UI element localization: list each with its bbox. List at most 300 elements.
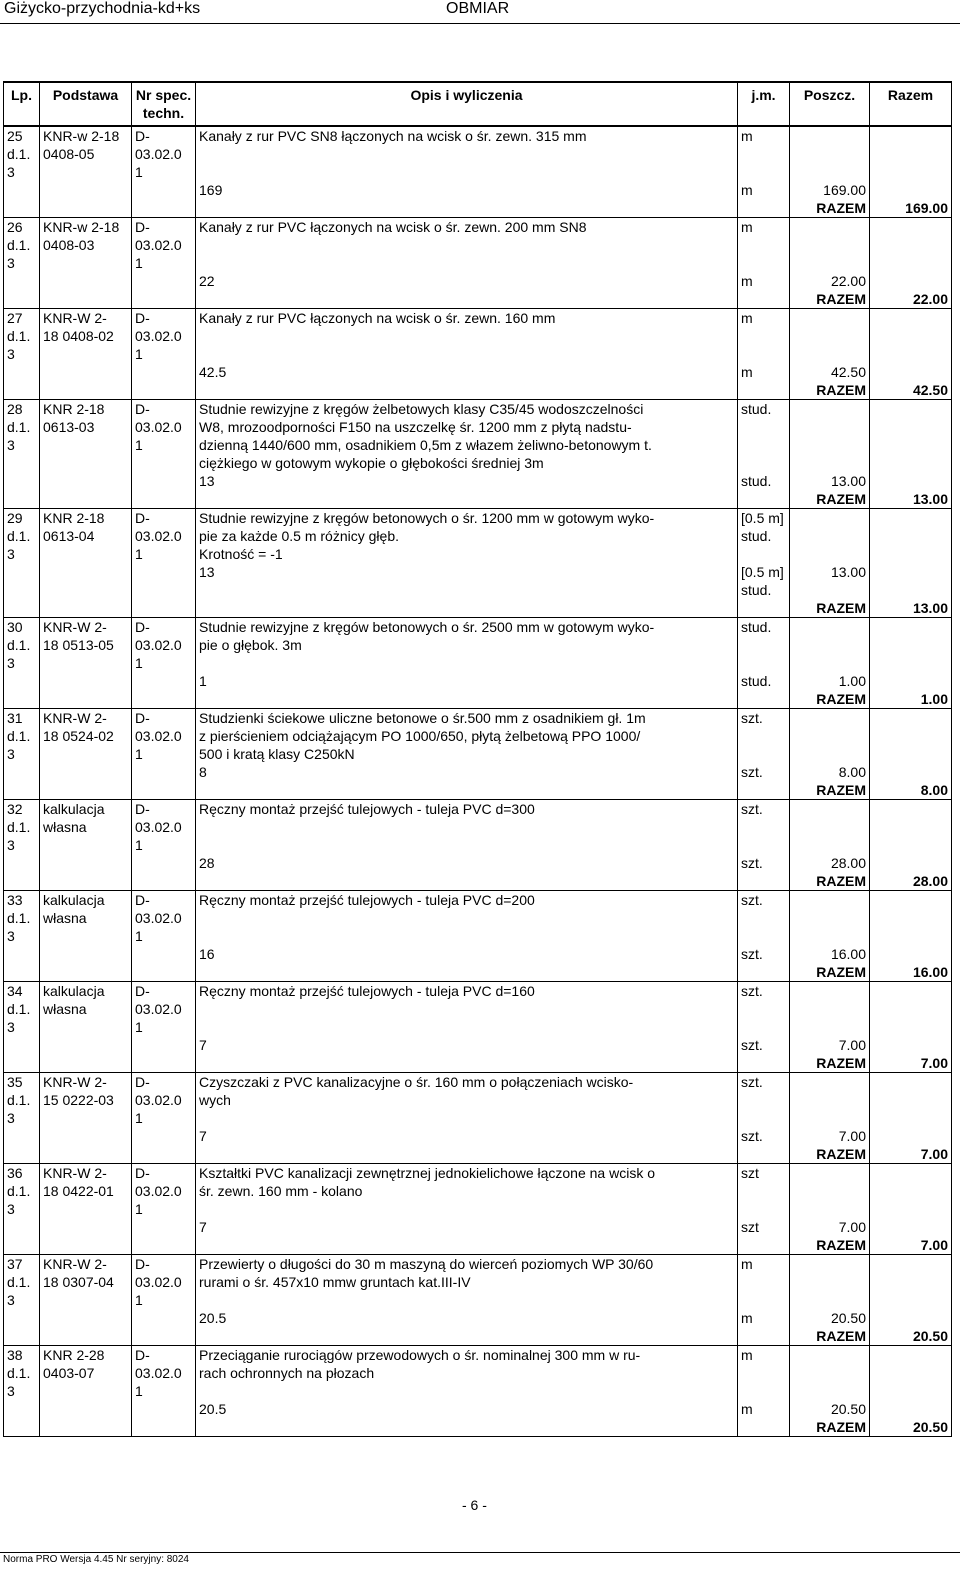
podstawa-line: 15 0222-03	[43, 1092, 114, 1108]
cell-nr-spec	[132, 1164, 196, 1255]
nr-spec-line: 1	[135, 1201, 143, 1217]
opis-line: Kanały z rur PVC SN8 łączonych na wcisk o śr. zewn. 315 mm	[199, 128, 587, 144]
spacer-line	[873, 272, 948, 290]
footer-rule	[0, 1552, 960, 1553]
cell-jm	[738, 1255, 790, 1346]
cell-poszcz	[790, 309, 870, 400]
nr-spec-line: D-	[135, 1165, 150, 1181]
page-number: - 6 -	[462, 1497, 487, 1513]
nr-spec-line: 03.02.0	[135, 146, 182, 162]
spacer-line	[741, 927, 786, 945]
opis-line: wych	[199, 1092, 231, 1108]
lp-line: 3	[7, 164, 15, 180]
document-title: OBMIAR	[446, 0, 510, 17]
spacer-line	[873, 1182, 948, 1200]
cell-nr-spec	[132, 618, 196, 709]
qty-jm: stud.	[741, 673, 772, 689]
spacer-line	[793, 400, 866, 418]
razem-label: RAZEM	[816, 291, 866, 307]
spacer-line	[873, 763, 948, 781]
spacer-line	[873, 527, 948, 545]
lp-line: d.1.	[7, 637, 31, 653]
cell-podstawa	[40, 218, 132, 309]
spacer-line	[873, 581, 948, 599]
cell-razem	[870, 1164, 952, 1255]
spacer-line	[741, 745, 786, 763]
qty-value: 13	[199, 564, 215, 580]
spacer-line	[741, 345, 786, 363]
opis-line: śr. zewn. 160 mm - kolano	[199, 1183, 363, 1199]
podstawa-line: KNR 2-18	[43, 510, 105, 526]
spacer-line	[199, 1018, 734, 1036]
poszcz-value: 20.50	[830, 1401, 866, 1417]
spacer-line	[793, 636, 866, 654]
poszcz-value: 1.00	[838, 673, 866, 689]
cell-lp	[4, 509, 40, 618]
poszcz-value: 16.00	[830, 946, 866, 962]
podstawa-line: KNR-W 2-	[43, 619, 107, 635]
lp-line: d.1.	[7, 528, 31, 544]
qty-jm: szt.	[741, 1037, 763, 1053]
spacer-line	[793, 1255, 866, 1273]
cell-opis	[196, 1255, 738, 1346]
spacer-line	[199, 836, 734, 854]
lp-line: 3	[7, 655, 15, 671]
spacer-line	[873, 1200, 948, 1218]
cell-lp	[4, 126, 40, 218]
spacer-line	[793, 1382, 866, 1400]
cell-poszcz	[790, 509, 870, 618]
opis-line: Przeciąganie rurociągów przewodowych o śr. nominalnej 300 mm w ru-	[199, 1347, 641, 1363]
cell-lp	[4, 1164, 40, 1255]
cell-podstawa	[40, 709, 132, 800]
cell-lp	[4, 309, 40, 400]
spacer-line	[873, 891, 948, 909]
razem-label: RAZEM	[816, 200, 866, 216]
cell-razem	[870, 1073, 952, 1164]
nr-spec-line: 03.02.0	[135, 419, 182, 435]
lp-line: d.1.	[7, 819, 31, 835]
lp-line: 3	[7, 346, 15, 362]
spacer-line	[873, 1018, 948, 1036]
opis-line: pie o głębok. 3m	[199, 637, 302, 653]
spacer-line	[873, 636, 948, 654]
spacer-line	[741, 1000, 786, 1018]
spacer-line	[793, 1018, 866, 1036]
cell-poszcz	[790, 1073, 870, 1164]
spacer-line	[793, 1091, 866, 1109]
opis-line: 500 i kratą klasy C250kN	[199, 746, 355, 762]
spacer-line	[741, 1291, 786, 1309]
qty-value: 7	[199, 1128, 207, 1144]
col-poszcz-header: Poszcz.	[790, 82, 870, 126]
nr-spec-line: 1	[135, 837, 143, 853]
podstawa-line: 18 0408-02	[43, 328, 114, 344]
spacer-line	[741, 145, 786, 163]
spacer-line	[793, 345, 866, 363]
spacer-line	[873, 1364, 948, 1382]
spacer-line	[741, 1182, 786, 1200]
spacer-line	[741, 909, 786, 927]
spacer-line	[793, 745, 866, 763]
cell-jm	[738, 509, 790, 618]
spacer-line	[793, 1273, 866, 1291]
qty-jm: m	[741, 364, 753, 380]
nr-spec-line: D-	[135, 710, 150, 726]
nr-spec-line: 03.02.0	[135, 1274, 182, 1290]
cell-razem	[870, 509, 952, 618]
nr-spec-line: 1	[135, 1110, 143, 1126]
table-row	[4, 1255, 952, 1346]
spacer-line	[793, 927, 866, 945]
nr-spec-line: 03.02.0	[135, 528, 182, 544]
podstawa-line: KNR-w 2-18	[43, 128, 120, 144]
cell-lp	[4, 800, 40, 891]
spacer-line	[199, 254, 734, 272]
spacer-line	[873, 436, 948, 454]
podstawa-line: KNR-W 2-	[43, 710, 107, 726]
nr-spec-line: 03.02.0	[135, 819, 182, 835]
lp-line: 3	[7, 837, 15, 853]
qty-jm-line: stud.	[741, 582, 772, 598]
spacer-line	[873, 254, 948, 272]
cell-nr-spec	[132, 218, 196, 309]
podstawa-line: kalkulacja	[43, 801, 105, 817]
table-row	[4, 126, 952, 218]
table-row	[4, 1164, 952, 1255]
spacer-line	[793, 436, 866, 454]
opis-line: Ręczny montaż przejść tulejowych - tuleja PVC d=160	[199, 983, 535, 999]
podstawa-line: 18 0422-01	[43, 1183, 114, 1199]
col-razem-header: Razem	[870, 82, 952, 126]
podstawa-line: własna	[43, 819, 87, 835]
nr-spec-line: 1	[135, 1292, 143, 1308]
nr-spec-line: 03.02.0	[135, 728, 182, 744]
spacer-line	[793, 1346, 866, 1364]
cell-lp	[4, 400, 40, 509]
spacer-line	[741, 436, 786, 454]
cell-opis	[196, 800, 738, 891]
nr-spec-line: 1	[135, 1383, 143, 1399]
cell-poszcz	[790, 126, 870, 218]
razem-label: RAZEM	[816, 1328, 866, 1344]
nr-spec-line: D-	[135, 510, 150, 526]
lp-line: 26	[7, 219, 23, 235]
cell-lp	[4, 1346, 40, 1437]
table-body	[4, 126, 952, 1437]
podstawa-line: 0403-07	[43, 1365, 95, 1381]
nr-spec-line: 1	[135, 655, 143, 671]
cell-podstawa	[40, 1073, 132, 1164]
podstawa-line: kalkulacja	[43, 892, 105, 908]
spacer-line	[793, 236, 866, 254]
lp-line: 3	[7, 746, 15, 762]
spacer-line	[793, 1109, 866, 1127]
cell-poszcz	[790, 891, 870, 982]
spacer-line	[793, 727, 866, 745]
spacer-line	[793, 1291, 866, 1309]
lp-line: d.1.	[7, 1183, 31, 1199]
spacer-line	[873, 945, 948, 963]
poszcz-value: 42.50	[830, 364, 866, 380]
razem-value: 13.00	[912, 600, 948, 616]
spacer-line	[873, 145, 948, 163]
cell-razem	[870, 709, 952, 800]
qty-value: 42.5	[199, 364, 227, 380]
spacer-line	[741, 1091, 786, 1109]
cell-jm	[738, 891, 790, 982]
table-row	[4, 800, 952, 891]
table-row	[4, 709, 952, 800]
podstawa-line: 18 0524-02	[43, 728, 114, 744]
qty-value: 169	[199, 182, 223, 198]
spacer-line	[873, 1346, 948, 1364]
cell-poszcz	[790, 400, 870, 509]
cell-razem	[870, 891, 952, 982]
opis-line: Kanały z rur PVC łączonych na wcisk o śr. zewn. 160 mm	[199, 310, 556, 326]
nr-spec-line: 1	[135, 746, 143, 762]
jm-line: stud.	[741, 619, 772, 635]
spacer-line	[199, 1000, 734, 1018]
col-podstawa-header: Podstawa	[40, 82, 132, 126]
spacer-line	[873, 982, 948, 1000]
nr-spec-line: 1	[135, 346, 143, 362]
spacer-line	[793, 891, 866, 909]
lp-line: 31	[7, 710, 23, 726]
lp-line: 3	[7, 1292, 15, 1308]
poszcz-value: 169.00	[823, 182, 866, 198]
spacer-line	[873, 1109, 948, 1127]
opis-line: dzienną 1440/600 mm, osadnikiem 0,5m z włazem żeliwno-betonowym t.	[199, 437, 652, 453]
podstawa-line: własna	[43, 910, 87, 926]
qty-value: 20.5	[199, 1401, 227, 1417]
opis-line: rach ochronnych na płozach	[199, 1365, 375, 1381]
qty-value: 1	[199, 673, 207, 689]
cell-lp	[4, 982, 40, 1073]
qty-jm-line: [0.5 m]	[741, 564, 784, 580]
cell-nr-spec	[132, 709, 196, 800]
cell-podstawa	[40, 891, 132, 982]
jm-line: stud.	[741, 401, 772, 417]
spacer-line	[793, 127, 866, 145]
cell-opis	[196, 709, 738, 800]
nr-spec-line: D-	[135, 1347, 150, 1363]
poszcz-value: 20.50	[830, 1310, 866, 1326]
cell-podstawa	[40, 509, 132, 618]
razem-value: 169.00	[905, 200, 948, 216]
nr-spec-line: 1	[135, 928, 143, 944]
opis-line: Studnie rewizyjne z kręgów żelbetowych klasy C35/45 wodoszczelności	[199, 401, 644, 417]
qty-jm: szt.	[741, 855, 763, 871]
spacer-line	[793, 1364, 866, 1382]
spacer-line	[873, 327, 948, 345]
jm-line: szt.	[741, 801, 763, 817]
opis-line: Kształtki PVC kanalizacji zewnętrznej jednokielichowe łączone na wcisk o	[199, 1165, 655, 1181]
table-row	[4, 1346, 952, 1437]
spacer-line	[873, 727, 948, 745]
spacer-line	[873, 1073, 948, 1091]
poszcz-value: 22.00	[830, 273, 866, 289]
spacer-line	[741, 1273, 786, 1291]
podstawa-line: KNR-W 2-	[43, 1165, 107, 1181]
spacer-line	[873, 1218, 948, 1236]
lp-line: d.1.	[7, 328, 31, 344]
jm-line: m	[741, 219, 753, 235]
cell-podstawa	[40, 126, 132, 218]
razem-value: 22.00	[912, 291, 948, 307]
cell-nr-spec	[132, 400, 196, 509]
cell-lp	[4, 891, 40, 982]
spacer-line	[873, 163, 948, 181]
cell-nr-spec	[132, 1073, 196, 1164]
lp-line: 34	[7, 983, 23, 999]
spacer-line	[793, 1200, 866, 1218]
cell-razem	[870, 1255, 952, 1346]
razem-label: RAZEM	[816, 691, 866, 707]
qty-jm: m	[741, 273, 753, 289]
nr-spec-line: D-	[135, 1074, 150, 1090]
spacer-line	[873, 309, 948, 327]
table-row	[4, 400, 952, 509]
spacer-line	[793, 1073, 866, 1091]
cell-poszcz	[790, 982, 870, 1073]
nr-spec-line: 03.02.0	[135, 328, 182, 344]
lp-line: d.1.	[7, 146, 31, 162]
spacer-line	[741, 418, 786, 436]
spacer-line	[873, 745, 948, 763]
cell-poszcz	[790, 800, 870, 891]
razem-value: 13.00	[912, 491, 948, 507]
jm-line: szt	[741, 1165, 759, 1181]
spacer-line	[741, 818, 786, 836]
cell-razem	[870, 126, 952, 218]
podstawa-line: 18 0307-04	[43, 1274, 114, 1290]
spacer-line	[793, 836, 866, 854]
qty-value: 13	[199, 473, 215, 489]
spacer-line	[793, 327, 866, 345]
cell-lp	[4, 218, 40, 309]
spacer-line	[741, 327, 786, 345]
razem-label: RAZEM	[816, 1419, 866, 1435]
lp-line: 25	[7, 128, 23, 144]
spacer-line	[199, 145, 734, 163]
nr-spec-line: D-	[135, 219, 150, 235]
cell-jm	[738, 400, 790, 509]
cell-podstawa	[40, 1346, 132, 1437]
qty-value: 22	[199, 273, 215, 289]
cell-nr-spec	[132, 800, 196, 891]
cell-opis	[196, 1346, 738, 1437]
lp-line: 3	[7, 1019, 15, 1035]
col-jm-header: j.m.	[738, 82, 790, 126]
cell-jm	[738, 1073, 790, 1164]
qty-value: 16	[199, 946, 215, 962]
razem-value: 7.00	[920, 1055, 948, 1071]
nr-spec-line: D-	[135, 128, 150, 144]
poszcz-value: 13.00	[830, 473, 866, 489]
spacer-line	[199, 909, 734, 927]
cell-podstawa	[40, 309, 132, 400]
cell-jm	[738, 1346, 790, 1437]
cell-poszcz	[790, 618, 870, 709]
lp-line: 28	[7, 401, 23, 417]
razem-value: 20.50	[912, 1419, 948, 1435]
podstawa-line: KNR-W 2-	[43, 1074, 107, 1090]
spacer-line	[873, 1000, 948, 1018]
opis-line: Krotność = -1	[199, 546, 283, 562]
razem-label: RAZEM	[816, 873, 866, 889]
podstawa-line: KNR 2-18	[43, 401, 105, 417]
spacer-line	[793, 309, 866, 327]
spacer-line	[873, 363, 948, 381]
spacer-line	[873, 472, 948, 490]
spacer-line	[873, 181, 948, 199]
lp-line: 29	[7, 510, 23, 526]
opis-line: Czyszczaki z PVC kanalizacyjne o śr. 160 mm o połączeniach wcisko-	[199, 1074, 634, 1090]
spacer-line	[873, 563, 948, 581]
lp-line: 3	[7, 437, 15, 453]
spacer-line	[199, 327, 734, 345]
nr-spec-line: 03.02.0	[135, 1001, 182, 1017]
lp-line: d.1.	[7, 1092, 31, 1108]
spacer-line	[741, 727, 786, 745]
spacer-line	[793, 654, 866, 672]
lp-line: d.1.	[7, 910, 31, 926]
spacer-line	[793, 418, 866, 436]
spacer-line	[793, 163, 866, 181]
spacer-line	[199, 1200, 734, 1218]
cell-poszcz	[790, 1346, 870, 1437]
spacer-line	[793, 581, 866, 599]
spacer-line	[793, 1182, 866, 1200]
opis-line: Studnie rewizyjne z kręgów betonowych o śr. 2500 mm w gotowym wyko-	[199, 619, 655, 635]
cell-podstawa	[40, 400, 132, 509]
nr-spec-line: 03.02.0	[135, 237, 182, 253]
table-header-row	[4, 82, 952, 126]
cell-lp	[4, 709, 40, 800]
opis-line: W8, mrozoodporności F150 na uszczelkę śr. 1200 mm z płytą nadstu-	[199, 419, 632, 435]
qty-jm: stud.	[741, 473, 772, 489]
spacer-line	[741, 1364, 786, 1382]
podstawa-line: KNR-w 2-18	[43, 219, 120, 235]
cell-podstawa	[40, 618, 132, 709]
podstawa-line: KNR 2-28	[43, 1347, 105, 1363]
lp-line: 36	[7, 1165, 23, 1181]
spacer-line	[873, 1400, 948, 1418]
table-row	[4, 618, 952, 709]
jm-line: m	[741, 128, 753, 144]
jm-line: stud.	[741, 528, 772, 544]
header-rule	[0, 23, 960, 24]
cell-jm	[738, 800, 790, 891]
nr-spec-line: D-	[135, 983, 150, 999]
opis-line: Kanały z rur PVC łączonych na wcisk o śr. zewn. 200 mm SN8	[199, 219, 587, 235]
razem-value: 28.00	[912, 873, 948, 889]
cell-podstawa	[40, 1255, 132, 1346]
lp-line: 33	[7, 892, 23, 908]
spacer-line	[873, 1382, 948, 1400]
spacer-line	[873, 818, 948, 836]
spacer-line	[873, 672, 948, 690]
lp-line: d.1.	[7, 1001, 31, 1017]
table-row	[4, 218, 952, 309]
nr-spec-line: 1	[135, 255, 143, 271]
razem-value: 1.00	[920, 691, 948, 707]
spacer-line	[873, 545, 948, 563]
spacer-line	[199, 927, 734, 945]
col-nr-spec-header: Nr spec. techn.	[132, 82, 196, 126]
spacer-line	[873, 1255, 948, 1273]
